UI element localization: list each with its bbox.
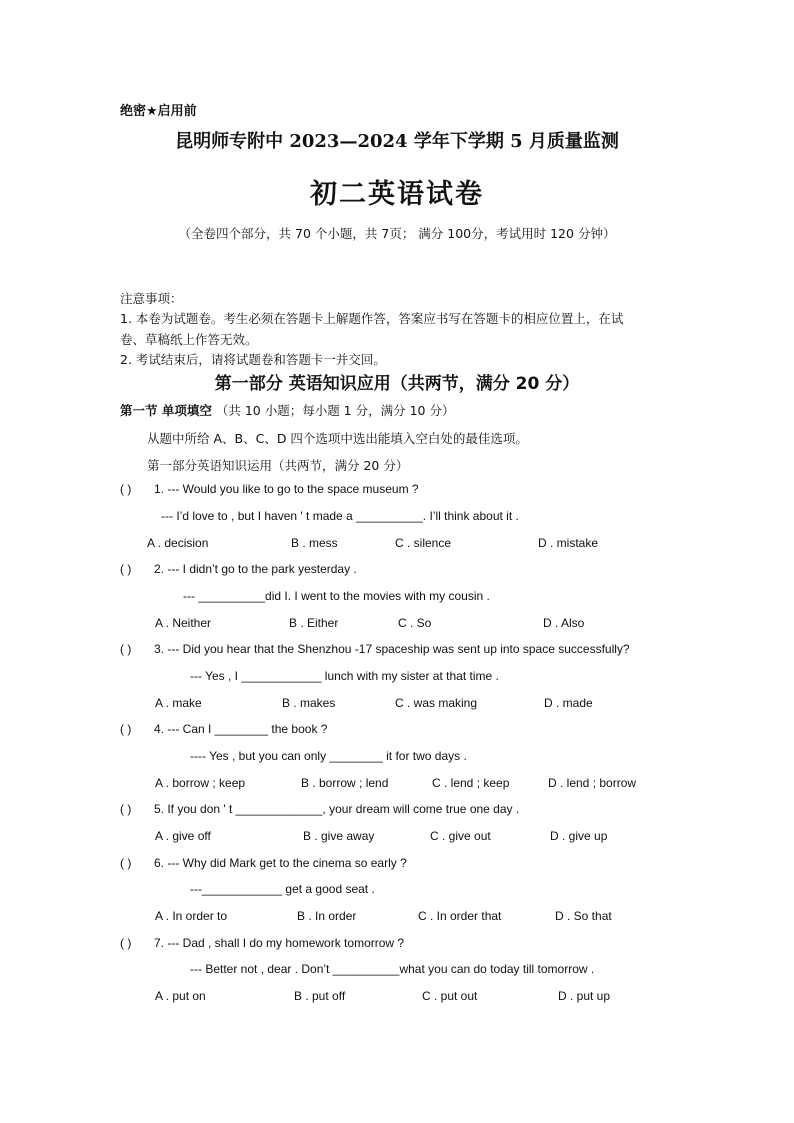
option-d: D . Also xyxy=(543,616,585,630)
notice-line-1: 1. 本卷为试题卷。考生必须在答题卡上解题作答，答案应书写在答题卡的相应位置上，在试 xyxy=(120,311,624,326)
option-c: C . In order that xyxy=(418,909,502,923)
option-a: A . decision xyxy=(147,536,209,550)
option-a: A . borrow ; keep xyxy=(155,776,246,790)
option-a: A . Neither xyxy=(155,616,212,630)
option-d: D . made xyxy=(544,696,593,710)
exam-subject: 初二英语试卷 xyxy=(310,179,484,210)
question-5 xyxy=(120,802,519,816)
option-d: D . give up xyxy=(550,829,608,843)
question-stem: 5. If you don ' t _____________, your dream will come true one day . xyxy=(154,802,520,816)
answer-bracket: ( ) xyxy=(120,856,132,870)
question-1 xyxy=(120,482,419,496)
answer-bracket: ( ) xyxy=(120,722,132,736)
option-c: C . So xyxy=(398,616,432,630)
answer-bracket: ( ) xyxy=(120,482,132,496)
notice-heading: 注意事项： xyxy=(120,291,183,306)
part-1-repeat: 第一部分英语知识运用（共两节，满分 20 分） xyxy=(147,458,409,473)
option-c: C . put out xyxy=(422,989,478,1003)
question-2 xyxy=(120,562,357,576)
question-stem: 2. --- I didn’t go to the park yesterday . xyxy=(154,562,357,576)
option-c: C . was making xyxy=(395,696,478,710)
option-b: B . borrow ; lend xyxy=(301,776,389,790)
answer-bracket: ( ) xyxy=(120,642,132,656)
question-4 xyxy=(120,722,327,736)
question-7 xyxy=(120,936,404,950)
option-b: B . makes xyxy=(282,696,336,710)
section-instruction: 从题中所给 A、B、C、D 四个选项中选出能填入空白处的最佳选项。 xyxy=(147,431,528,446)
option-c: C . lend ; keep xyxy=(432,776,510,790)
question-stem: 3. --- Did you hear that the Shenzhou -17 spaceship was sent up into space successfully? xyxy=(154,642,630,656)
question-6 xyxy=(120,856,407,870)
option-a: A . give off xyxy=(155,829,211,843)
question-6-reply: ---____________ get a good seat . xyxy=(190,882,375,896)
part-1-title: 第一部分 英语知识应用（共两节，满分 20 分） xyxy=(214,374,580,394)
option-b: B . mess xyxy=(291,536,338,550)
option-c: C . give out xyxy=(430,829,491,843)
question-4-reply: ---- Yes , but you can only ________ it for two days . xyxy=(190,749,467,763)
option-d: D . mistake xyxy=(538,536,599,550)
section-1-label: 第一节 单项填空 xyxy=(120,403,212,418)
question-stem: 7. --- Dad , shall I do my homework tomorrow ? xyxy=(154,936,405,950)
exam-title: 昆明师专附中 2023—2024 学年下学期 5 月质量监测 xyxy=(175,131,619,152)
question-7-reply: --- Better not , dear . Don’t __________what you can do today till tomorrow . xyxy=(190,962,595,976)
option-d: D . So that xyxy=(555,909,612,923)
option-a: A . In order to xyxy=(155,909,228,923)
option-a: A . make xyxy=(155,696,202,710)
option-c: C . silence xyxy=(395,536,452,550)
option-b: B . put off xyxy=(294,989,346,1003)
question-3-reply: --- Yes , I ____________ lunch with my sister at that time . xyxy=(190,669,499,683)
exam-info: （全卷四个部分，共 70 个小题，共 7页； 满分 100分，考试用时 120 分钟） xyxy=(178,226,616,241)
question-stem: 6. --- Why did Mark get to the cinema so early ? xyxy=(154,856,407,870)
question-3 xyxy=(120,642,630,656)
option-b: B . Either xyxy=(289,616,339,630)
option-b: B . In order xyxy=(297,909,357,923)
notice-line-2: 卷、草稿纸上作答无效。 xyxy=(120,332,258,347)
option-b: B . give away xyxy=(303,829,375,843)
section-1-info: （共 10 小题；每小题 1 分，满分 10 分） xyxy=(215,403,455,418)
question-1-reply: --- I’d love to , but I haven ' t made a __________. I’ll think about it . xyxy=(161,509,519,523)
question-stem: 1. --- Would you like to go to the space museum ? xyxy=(154,482,419,496)
section-1-title xyxy=(120,401,454,419)
notice-line-3: 2. 考试结束后，请将试题卷和答题卡一并交回。 xyxy=(120,352,386,367)
question-stem: 4. --- Can I ________ the book ? xyxy=(154,722,328,736)
question-2-reply: --- __________did I. I went to the movies with my cousin . xyxy=(183,589,490,603)
option-d: D . lend ; borrow xyxy=(548,776,637,790)
option-d: D . put up xyxy=(558,989,611,1003)
confidential-label: 绝密★启用前 xyxy=(120,104,197,119)
option-a: A . put on xyxy=(155,989,206,1003)
answer-bracket: ( ) xyxy=(120,562,132,576)
answer-bracket: ( ) xyxy=(120,802,132,816)
answer-bracket: ( ) xyxy=(120,936,132,950)
